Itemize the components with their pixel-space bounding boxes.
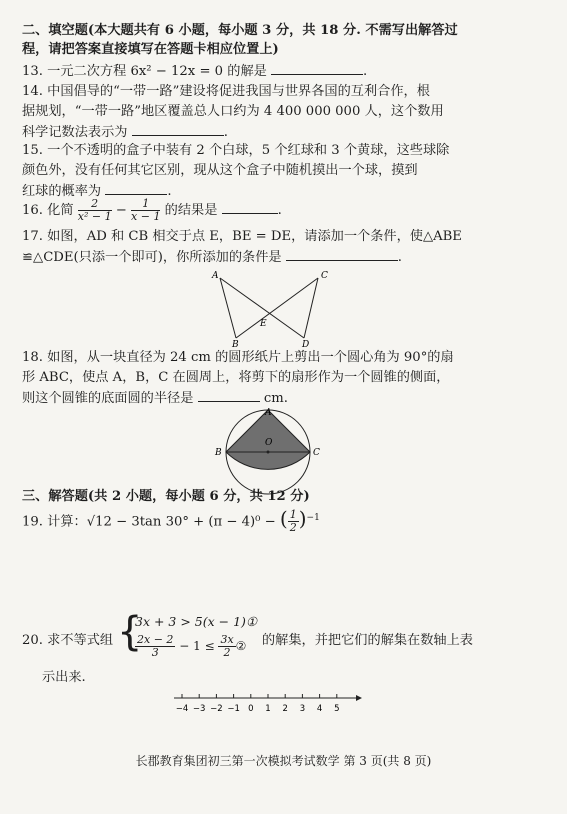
number-line-tick-label: 3 xyxy=(299,704,306,714)
number-line-tick-label: 4 xyxy=(316,704,323,714)
number-line xyxy=(168,688,368,720)
section3-title: 三、解答题(共 2 小题，每小题 6 分，共 12 分) xyxy=(22,489,310,504)
section2-title: 二、填空题(本大题共有 6 小题，每小题 3 分，共 18 分. 不需写出解答过 xyxy=(22,23,458,38)
number-line-tick-label: −1 xyxy=(227,704,240,714)
q14-line2: 据规划，“一带一路”地区覆盖总人口约为 4 400 000 000 人，这个数用 xyxy=(22,104,444,119)
q16-answer-blank xyxy=(222,201,278,214)
q20-ineq2-tag: ② xyxy=(235,639,247,653)
center-point xyxy=(267,451,270,454)
q15-text: 红球的概率为 xyxy=(22,184,102,199)
label-A: A xyxy=(265,408,272,418)
q15-answer-blank xyxy=(105,182,167,195)
number-line-ticks xyxy=(176,694,340,714)
q16-fraction-1 xyxy=(78,198,112,223)
number-line-tick-label: 5 xyxy=(334,704,340,714)
q16-f1-den: x² − 1 xyxy=(77,210,112,223)
number-line-arrow xyxy=(356,695,362,701)
q19-frac-den: 2 xyxy=(289,521,297,535)
q18-line2: 形 ABC，使点 A，B，C 在圆周上，将剪下的扇形作为一个圆锥的侧面， xyxy=(22,370,450,385)
q13-answer-blank xyxy=(271,62,363,75)
q16: 16. 化简 $\frac{2}{\text{x² − 1}}$ − $\frac{1}{x - 1}$ 的结果是 . xyxy=(22,197,282,223)
q17-answer-blank xyxy=(286,248,398,261)
label-B: B xyxy=(232,340,239,348)
q20-ineq2-mid: − 1 ≤ xyxy=(179,639,215,653)
q19-paren-right: ) xyxy=(298,506,307,531)
label-A: A xyxy=(212,271,219,281)
q17-line1: 17. 如图，AD 和 CB 相交于点 E，BE = DE，请添加一个条件，使△ABE xyxy=(22,229,462,244)
q16-suffix: 的结果是 xyxy=(164,203,218,218)
q19-paren-left: ( xyxy=(279,506,288,531)
number-line-tick-label: 1 xyxy=(265,704,271,714)
q19 xyxy=(22,504,547,535)
q18-line1: 18. 如图，从一块直径为 24 cm 的圆形纸片上剪出一个圆心角为 90°的扇 xyxy=(22,350,454,365)
number-line-tick-label: −4 xyxy=(175,704,189,714)
q16-minus: − xyxy=(115,203,127,218)
label-B: B xyxy=(215,448,222,458)
q20-ineq2 xyxy=(135,634,246,659)
label-E: E xyxy=(260,319,267,329)
q13-text: 13. 一元二次方程 6x² − 12x = 0 的解是 xyxy=(22,64,267,79)
q15-line2: 颜色外，没有任何其它区别，现从这个盒子中随机摸出一个球，摸到 xyxy=(22,163,418,178)
q16-f1-num: 2 xyxy=(78,198,112,211)
q15-line1: 15. 一个不透明的盒子中装有 2 个白球，5 个红球和 3 个黄球，这些球除 xyxy=(22,143,450,158)
q13: 13. 一元二次方程 6x² − 12x = 0 的解是 . xyxy=(22,64,368,79)
q16-f2-num: 1 xyxy=(131,198,160,211)
number-line-tick-label: −3 xyxy=(192,704,206,714)
section2-title-cont: 程，请把答案直接填写在答题卡相应位置上) xyxy=(22,42,279,57)
q19-frac-num: 1 xyxy=(289,508,297,522)
q18-text: 则这个圆锥的底面圆的半径是 xyxy=(22,391,194,406)
q16-prefix: 16. 化简 xyxy=(22,203,74,218)
label-C: C xyxy=(313,448,320,458)
number-line-tick-label: 2 xyxy=(282,704,288,714)
q14-answer-blank xyxy=(132,123,224,136)
q18-unit: cm. xyxy=(263,391,288,406)
q20-frac-b xyxy=(218,634,235,659)
number-line-tick-label: −2 xyxy=(210,704,223,714)
q20-ineq1: 3x + 3 > 5(x − 1)① xyxy=(135,614,258,629)
label-C: C xyxy=(321,271,328,281)
q14-text: 科学记数法表示为 xyxy=(22,125,128,140)
segment-AD xyxy=(220,278,304,338)
q19-prefix: 19. 计算：√12 − 3tan 30° + (π − 4)⁰ − xyxy=(22,514,276,530)
q20-prefix: 20. 求不等式组 xyxy=(22,633,114,648)
label-O: O xyxy=(265,438,273,448)
page-footer: 长郡教育集团初三第一次模拟考试数学 第 3 页(共 8 页) xyxy=(135,754,432,768)
q14-line3: 科学记数法表示为 . xyxy=(22,125,228,140)
q17-line2: ≌△CDE(只添一个即可)，你所添加的条件是 . xyxy=(22,250,402,265)
number-line-tick-label: 0 xyxy=(248,704,254,714)
figure-q17 xyxy=(200,268,350,348)
q20-suffix: 的解集，并把它们的解集在数轴上表 xyxy=(262,633,473,648)
q20-frac-b-den: 2 xyxy=(223,646,231,659)
q20-frac-b-num: 3x xyxy=(220,633,234,646)
q18-answer-blank xyxy=(198,389,260,402)
q15-line3: 红球的概率为 . xyxy=(22,184,172,199)
q19-fraction xyxy=(288,509,299,534)
q20-frac-a-num: 2x − 2 xyxy=(137,633,174,646)
q20-frac-a xyxy=(135,634,175,659)
q20-line2: 示出来. xyxy=(42,670,86,685)
figure-q18 xyxy=(205,405,335,495)
q17-text: ≌△CDE(只添一个即可)，你所添加的条件是 xyxy=(22,250,282,265)
q20-frac-a-den: 3 xyxy=(151,646,159,659)
q20-brace: { xyxy=(117,609,143,655)
segment-AB xyxy=(220,278,236,338)
q19-exponent: −1 xyxy=(306,513,320,523)
q14-line1: 14. 中国倡导的“一带一路”建设将促进我国与世界各国的互利合作，根 xyxy=(22,84,430,99)
q16-f2-den: x − 1 xyxy=(131,210,161,223)
q16-fraction-2 xyxy=(131,198,160,223)
label-D: D xyxy=(302,340,310,348)
